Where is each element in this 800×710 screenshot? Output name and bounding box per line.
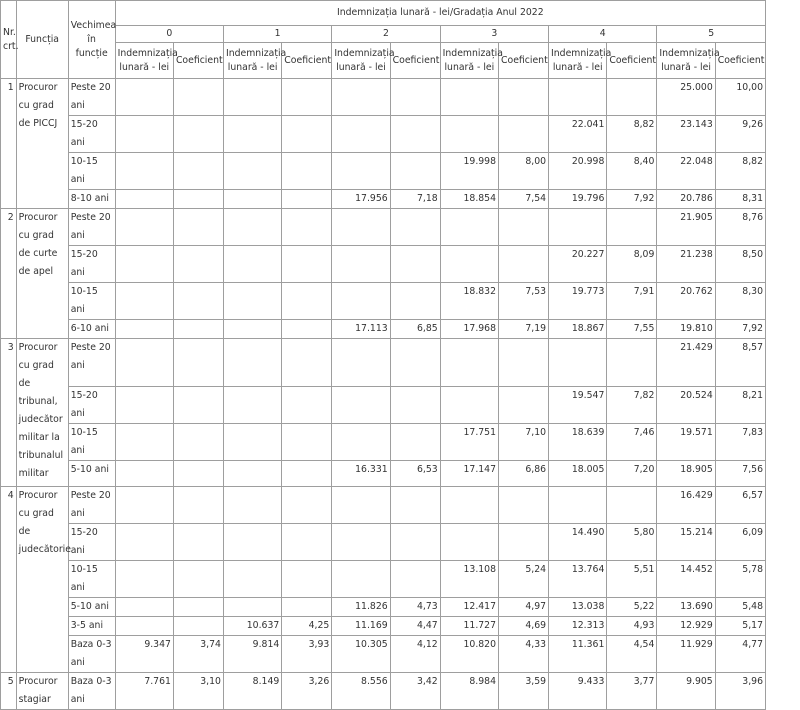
- coeficient-cell: 7,54: [499, 190, 549, 209]
- coeficient-cell: 5,78: [715, 561, 765, 598]
- coeficient-cell: [282, 116, 332, 153]
- indemnizatie-cell: 11.361: [549, 636, 607, 673]
- function-name: Procuror stagiar: [16, 673, 68, 710]
- indemnizatie-cell: 9.814: [223, 636, 281, 673]
- header-coeficient: Coeficient: [499, 43, 549, 79]
- indemnizatie-cell: [332, 524, 390, 561]
- indemnizatie-cell: 18.867: [549, 320, 607, 339]
- coeficient-cell: 4,33: [499, 636, 549, 673]
- indemnizatie-cell: 18.905: [657, 461, 715, 487]
- coeficient-cell: [173, 209, 223, 246]
- indemnizatie-cell: [440, 487, 498, 524]
- coeficient-cell: [173, 116, 223, 153]
- coeficient-cell: [390, 339, 440, 387]
- indemnizatie-cell: 9.433: [549, 673, 607, 710]
- indemnizatie-cell: 8.556: [332, 673, 390, 710]
- table-row: [1, 424, 766, 461]
- coeficient-cell: 10,00: [715, 79, 765, 116]
- indemnizatie-cell: 18.005: [549, 461, 607, 487]
- coeficient-cell: [282, 320, 332, 339]
- coeficient-cell: [282, 79, 332, 116]
- coeficient-cell: 7,91: [607, 283, 657, 320]
- indemnizatie-cell: 20.786: [657, 190, 715, 209]
- header-gradatie-2: 2: [332, 26, 440, 43]
- indemnizatie-cell: 20.524: [657, 387, 715, 424]
- coeficient-cell: [173, 487, 223, 524]
- coeficient-cell: 8,82: [715, 153, 765, 190]
- indemnizatie-cell: [223, 209, 281, 246]
- coeficient-cell: [607, 209, 657, 246]
- header-gradatie-1: 1: [223, 26, 331, 43]
- indemnizatie-cell: 21.429: [657, 339, 715, 387]
- coeficient-cell: [390, 387, 440, 424]
- coeficient-cell: 3,93: [282, 636, 332, 673]
- indemnizatie-cell: 11.826: [332, 598, 390, 617]
- indemnizatie-cell: 18.832: [440, 283, 498, 320]
- table-row: [1, 79, 766, 116]
- coeficient-cell: 7,82: [607, 387, 657, 424]
- coeficient-cell: 4,54: [607, 636, 657, 673]
- seniority: 10-15 ani: [68, 424, 115, 461]
- header-indemnizatie: Indemnizația lunară - lei: [657, 43, 715, 79]
- indemnizatie-cell: 12.313: [549, 617, 607, 636]
- seniority: 5-10 ani: [68, 598, 115, 617]
- indemnizatie-cell: [223, 598, 281, 617]
- indemnizatie-cell: [223, 246, 281, 283]
- table-row: [1, 461, 766, 487]
- indemnizatie-cell: 18.854: [440, 190, 498, 209]
- indemnizatie-cell: [115, 617, 173, 636]
- indemnizatie-cell: 17.147: [440, 461, 498, 487]
- indemnizatie-cell: [549, 79, 607, 116]
- seniority: 10-15 ani: [68, 283, 115, 320]
- coeficient-cell: [390, 487, 440, 524]
- header-indemnizatie: Indemnizația lunară - lei: [115, 43, 173, 79]
- indemnizatie-cell: 13.108: [440, 561, 498, 598]
- coeficient-cell: [282, 461, 332, 487]
- coeficient-cell: [173, 320, 223, 339]
- indemnizatie-cell: [332, 79, 390, 116]
- indemnizatie-cell: 13.038: [549, 598, 607, 617]
- coeficient-cell: [390, 524, 440, 561]
- indemnizatie-cell: 13.764: [549, 561, 607, 598]
- header-gradatie-5: 5: [657, 26, 766, 43]
- seniority: Peste 20 ani: [68, 487, 115, 524]
- indemnizatie-cell: 11.169: [332, 617, 390, 636]
- seniority: 10-15 ani: [68, 153, 115, 190]
- indemnizatie-cell: 19.810: [657, 320, 715, 339]
- coeficient-cell: [282, 246, 332, 283]
- indemnizatie-cell: [115, 79, 173, 116]
- indemnizatie-cell: 18.639: [549, 424, 607, 461]
- seniority: Peste 20 ani: [68, 339, 115, 387]
- table-row: [1, 673, 766, 710]
- coeficient-cell: [499, 79, 549, 116]
- coeficient-cell: 6,85: [390, 320, 440, 339]
- indemnizatie-cell: [332, 387, 390, 424]
- coeficient-cell: [607, 339, 657, 387]
- table-row: [1, 339, 766, 387]
- coeficient-cell: 4,73: [390, 598, 440, 617]
- indemnizatie-cell: [115, 339, 173, 387]
- table-row: [1, 598, 766, 617]
- indemnizatie-cell: [223, 190, 281, 209]
- coeficient-cell: [390, 79, 440, 116]
- indemnizatie-cell: 17.113: [332, 320, 390, 339]
- indemnizatie-cell: [115, 116, 173, 153]
- indemnizatie-cell: [332, 246, 390, 283]
- coeficient-cell: 7,20: [607, 461, 657, 487]
- coeficient-cell: [390, 246, 440, 283]
- indemnizatie-cell: [440, 387, 498, 424]
- coeficient-cell: [173, 153, 223, 190]
- header-gradatie-3: 3: [440, 26, 548, 43]
- coeficient-cell: 6,53: [390, 461, 440, 487]
- coeficient-cell: [282, 524, 332, 561]
- indemnizatie-cell: 21.905: [657, 209, 715, 246]
- coeficient-cell: 4,69: [499, 617, 549, 636]
- indemnizatie-cell: [115, 246, 173, 283]
- coeficient-cell: [282, 598, 332, 617]
- seniority: 15-20 ani: [68, 524, 115, 561]
- coeficient-cell: 3,77: [607, 673, 657, 710]
- coeficient-cell: 3,42: [390, 673, 440, 710]
- coeficient-cell: [282, 339, 332, 387]
- table-row: [1, 153, 766, 190]
- table-row: [1, 246, 766, 283]
- coeficient-cell: 4,25: [282, 617, 332, 636]
- coeficient-cell: 5,48: [715, 598, 765, 617]
- function-name: Procuror cu grad de PICCJ: [16, 79, 68, 209]
- coeficient-cell: 3,74: [173, 636, 223, 673]
- table-row: [1, 283, 766, 320]
- indemnizatie-cell: [223, 283, 281, 320]
- coeficient-cell: 7,56: [715, 461, 765, 487]
- seniority: 3-5 ani: [68, 617, 115, 636]
- coeficient-cell: [173, 461, 223, 487]
- coeficient-cell: [607, 487, 657, 524]
- seniority: 15-20 ani: [68, 387, 115, 424]
- function-name: Procuror cu grad de curte de apel: [16, 209, 68, 339]
- coeficient-cell: 3,10: [173, 673, 223, 710]
- coeficient-cell: 8,82: [607, 116, 657, 153]
- coeficient-cell: 7,92: [607, 190, 657, 209]
- coeficient-cell: 8,30: [715, 283, 765, 320]
- row-number: 2: [1, 209, 17, 339]
- coeficient-cell: 7,10: [499, 424, 549, 461]
- header-indemnizatie: Indemnizația lunară - lei: [223, 43, 281, 79]
- header-indemnizatie: Indemnizația lunară - lei: [332, 43, 390, 79]
- indemnizatie-cell: [115, 461, 173, 487]
- indemnizatie-cell: [223, 339, 281, 387]
- seniority: 8-10 ani: [68, 190, 115, 209]
- header-indemnizatie: Indemnizația lunară - lei: [440, 43, 498, 79]
- indemnizatie-cell: 13.690: [657, 598, 715, 617]
- indemnizatie-cell: [440, 116, 498, 153]
- indemnizatie-cell: [223, 79, 281, 116]
- table-row: [1, 387, 766, 424]
- coeficient-cell: [499, 209, 549, 246]
- indemnizatie-cell: 16.331: [332, 461, 390, 487]
- coeficient-cell: 8,76: [715, 209, 765, 246]
- function-name: Procuror cu grad de judecătorie: [16, 487, 68, 673]
- coeficient-cell: 5,24: [499, 561, 549, 598]
- table-row: [1, 116, 766, 153]
- indemnizatie-cell: [549, 209, 607, 246]
- indemnizatie-cell: 20.762: [657, 283, 715, 320]
- coeficient-cell: 8,31: [715, 190, 765, 209]
- coeficient-cell: 7,83: [715, 424, 765, 461]
- indemnizatie-cell: [440, 246, 498, 283]
- header-functia: Funcția: [16, 1, 68, 79]
- indemnizatie-cell: [332, 209, 390, 246]
- row-number: 5: [1, 673, 17, 710]
- indemnizatie-cell: 14.490: [549, 524, 607, 561]
- coeficient-cell: 7,53: [499, 283, 549, 320]
- indemnizatie-cell: [332, 487, 390, 524]
- seniority: 15-20 ani: [68, 116, 115, 153]
- table-row: [1, 320, 766, 339]
- seniority: Baza 0-3 ani: [68, 673, 115, 710]
- coeficient-cell: [390, 209, 440, 246]
- table-row: [1, 209, 766, 246]
- coeficient-cell: [390, 561, 440, 598]
- indemnizatie-cell: [549, 339, 607, 387]
- seniority: 15-20 ani: [68, 246, 115, 283]
- coeficient-cell: 8,40: [607, 153, 657, 190]
- indemnizatie-cell: [115, 209, 173, 246]
- coeficient-cell: 3,96: [715, 673, 765, 710]
- header-gradatie-0: 0: [115, 26, 223, 43]
- indemnizatie-cell: 19.773: [549, 283, 607, 320]
- coeficient-cell: [173, 339, 223, 387]
- indemnizatie-cell: [440, 524, 498, 561]
- indemnizatie-cell: [223, 461, 281, 487]
- coeficient-cell: 4,97: [499, 598, 549, 617]
- coeficient-cell: [282, 209, 332, 246]
- indemnizatie-cell: 22.048: [657, 153, 715, 190]
- coeficient-cell: [390, 116, 440, 153]
- indemnizatie-cell: 17.956: [332, 190, 390, 209]
- coeficient-cell: [282, 190, 332, 209]
- coeficient-cell: 3,59: [499, 673, 549, 710]
- table-row: [1, 636, 766, 673]
- coeficient-cell: 6,09: [715, 524, 765, 561]
- indemnizatie-cell: [115, 190, 173, 209]
- row-number: 4: [1, 487, 17, 673]
- indemnizatie-cell: 12.929: [657, 617, 715, 636]
- seniority: Peste 20 ani: [68, 209, 115, 246]
- coeficient-cell: 4,47: [390, 617, 440, 636]
- coeficient-cell: [173, 561, 223, 598]
- coeficient-cell: [173, 246, 223, 283]
- coeficient-cell: [282, 487, 332, 524]
- indemnizatie-cell: 25.000: [657, 79, 715, 116]
- coeficient-cell: 7,46: [607, 424, 657, 461]
- indemnizatie-cell: [440, 339, 498, 387]
- coeficient-cell: [499, 339, 549, 387]
- coeficient-cell: 8,21: [715, 387, 765, 424]
- coeficient-cell: 7,18: [390, 190, 440, 209]
- indemnizatie-cell: 12.417: [440, 598, 498, 617]
- indemnizatie-cell: 11.929: [657, 636, 715, 673]
- coeficient-cell: [173, 424, 223, 461]
- header-coeficient: Coeficient: [607, 43, 657, 79]
- coeficient-cell: 8,00: [499, 153, 549, 190]
- indemnizatie-cell: 9.905: [657, 673, 715, 710]
- row-number: 1: [1, 79, 17, 209]
- coeficient-cell: [282, 387, 332, 424]
- indemnizatie-cell: 19.998: [440, 153, 498, 190]
- coeficient-cell: 5,80: [607, 524, 657, 561]
- coeficient-cell: 4,93: [607, 617, 657, 636]
- indemnizatie-cell: [440, 209, 498, 246]
- coeficient-cell: [173, 283, 223, 320]
- indemnizatie-cell: 16.429: [657, 487, 715, 524]
- seniority: 5-10 ani: [68, 461, 115, 487]
- coeficient-cell: 6,57: [715, 487, 765, 524]
- coeficient-cell: [607, 79, 657, 116]
- header-indemnizatie: Indemnizația lunară - lei: [549, 43, 607, 79]
- header-nr: Nr. crt.: [1, 1, 17, 79]
- coeficient-cell: 7,92: [715, 320, 765, 339]
- table-row: [1, 617, 766, 636]
- coeficient-cell: [390, 283, 440, 320]
- indemnizatie-cell: 14.452: [657, 561, 715, 598]
- coeficient-cell: [499, 246, 549, 283]
- seniority: 6-10 ani: [68, 320, 115, 339]
- function-name: Procuror cu grad de tribunal, judecător militar la tribunalul militar: [16, 339, 68, 487]
- indemnizatie-cell: [332, 424, 390, 461]
- indemnizatie-cell: [115, 153, 173, 190]
- indemnizatie-cell: 11.727: [440, 617, 498, 636]
- coeficient-cell: 7,19: [499, 320, 549, 339]
- indemnizatie-cell: 19.547: [549, 387, 607, 424]
- seniority: Peste 20 ani: [68, 79, 115, 116]
- coeficient-cell: [173, 79, 223, 116]
- coeficient-cell: [499, 116, 549, 153]
- indemnizatie-cell: [223, 387, 281, 424]
- coeficient-cell: 4,12: [390, 636, 440, 673]
- indemnizatie-cell: [549, 487, 607, 524]
- indemnizatie-cell: [115, 283, 173, 320]
- table-row: [1, 524, 766, 561]
- header-group-title: Indemnizația lunară - lei/Gradația Anul 2022: [115, 1, 765, 26]
- coeficient-cell: [173, 598, 223, 617]
- coeficient-cell: [390, 153, 440, 190]
- indemnizatie-cell: [332, 153, 390, 190]
- header-coeficient: Coeficient: [173, 43, 223, 79]
- indemnizatie-cell: 15.214: [657, 524, 715, 561]
- coeficient-cell: 5,22: [607, 598, 657, 617]
- indemnizatie-cell: [115, 487, 173, 524]
- indemnizatie-cell: 8.149: [223, 673, 281, 710]
- indemnizatie-cell: [332, 339, 390, 387]
- coeficient-cell: [390, 424, 440, 461]
- indemnizatie-cell: [223, 561, 281, 598]
- coeficient-cell: [499, 387, 549, 424]
- coeficient-cell: [282, 283, 332, 320]
- indemnizatie-cell: 20.998: [549, 153, 607, 190]
- indemnizatie-cell: [223, 524, 281, 561]
- indemnizatie-cell: [223, 424, 281, 461]
- indemnizatie-cell: [115, 424, 173, 461]
- coeficient-cell: [282, 561, 332, 598]
- indemnizatie-cell: [440, 79, 498, 116]
- header-coeficient: Coeficient: [390, 43, 440, 79]
- indemnizatie-cell: 21.238: [657, 246, 715, 283]
- coeficient-cell: 8,09: [607, 246, 657, 283]
- indemnizatie-cell: 23.143: [657, 116, 715, 153]
- indemnizatie-cell: 17.968: [440, 320, 498, 339]
- coeficient-cell: [499, 487, 549, 524]
- indemnizatie-cell: [115, 320, 173, 339]
- header-gradatie-4: 4: [549, 26, 657, 43]
- indemnizatie-cell: [332, 561, 390, 598]
- indemnizatie-cell: [223, 320, 281, 339]
- indemnizatie-cell: 9.347: [115, 636, 173, 673]
- indemnizatie-cell: 10.820: [440, 636, 498, 673]
- indemnizatie-cell: 7.761: [115, 673, 173, 710]
- coeficient-cell: 8,50: [715, 246, 765, 283]
- coeficient-cell: 4,77: [715, 636, 765, 673]
- table-row: [1, 487, 766, 524]
- header-vechime: Vechimea în funcție: [68, 1, 115, 79]
- coeficient-cell: 5,17: [715, 617, 765, 636]
- indemnizatie-cell: [332, 283, 390, 320]
- coeficient-cell: 3,26: [282, 673, 332, 710]
- indemnizatie-cell: [115, 561, 173, 598]
- header-coeficient: Coeficient: [282, 43, 332, 79]
- table-row: [1, 561, 766, 598]
- indemnizatie-cell: 20.227: [549, 246, 607, 283]
- coeficient-cell: [282, 424, 332, 461]
- coeficient-cell: 5,51: [607, 561, 657, 598]
- indemnizatie-cell: 19.796: [549, 190, 607, 209]
- indemnizatie-cell: 17.751: [440, 424, 498, 461]
- indemnizatie-cell: [223, 153, 281, 190]
- coeficient-cell: 8,57: [715, 339, 765, 387]
- header-coeficient: Coeficient: [715, 43, 765, 79]
- indemnizatie-cell: 10.637: [223, 617, 281, 636]
- coeficient-cell: 7,55: [607, 320, 657, 339]
- coeficient-cell: 9,26: [715, 116, 765, 153]
- indemnizatie-cell: [332, 116, 390, 153]
- indemnizatie-cell: [223, 487, 281, 524]
- coeficient-cell: [499, 524, 549, 561]
- table-row: [1, 190, 766, 209]
- seniority: 10-15 ani: [68, 561, 115, 598]
- indemnizatie-cell: 19.571: [657, 424, 715, 461]
- indemnizatie-cell: 8.984: [440, 673, 498, 710]
- coeficient-cell: [173, 524, 223, 561]
- row-number: 3: [1, 339, 17, 487]
- indemnizatie-cell: [115, 387, 173, 424]
- indemnizatie-cell: [223, 116, 281, 153]
- indemnizatie-cell: [115, 524, 173, 561]
- indemnizatie-cell: [115, 598, 173, 617]
- coeficient-cell: [173, 617, 223, 636]
- indemnizatie-cell: 22.041: [549, 116, 607, 153]
- seniority: Baza 0-3 ani: [68, 636, 115, 673]
- indemnizatie-cell: 10.305: [332, 636, 390, 673]
- coeficient-cell: [173, 190, 223, 209]
- coeficient-cell: 6,86: [499, 461, 549, 487]
- coeficient-cell: [173, 387, 223, 424]
- coeficient-cell: [282, 153, 332, 190]
